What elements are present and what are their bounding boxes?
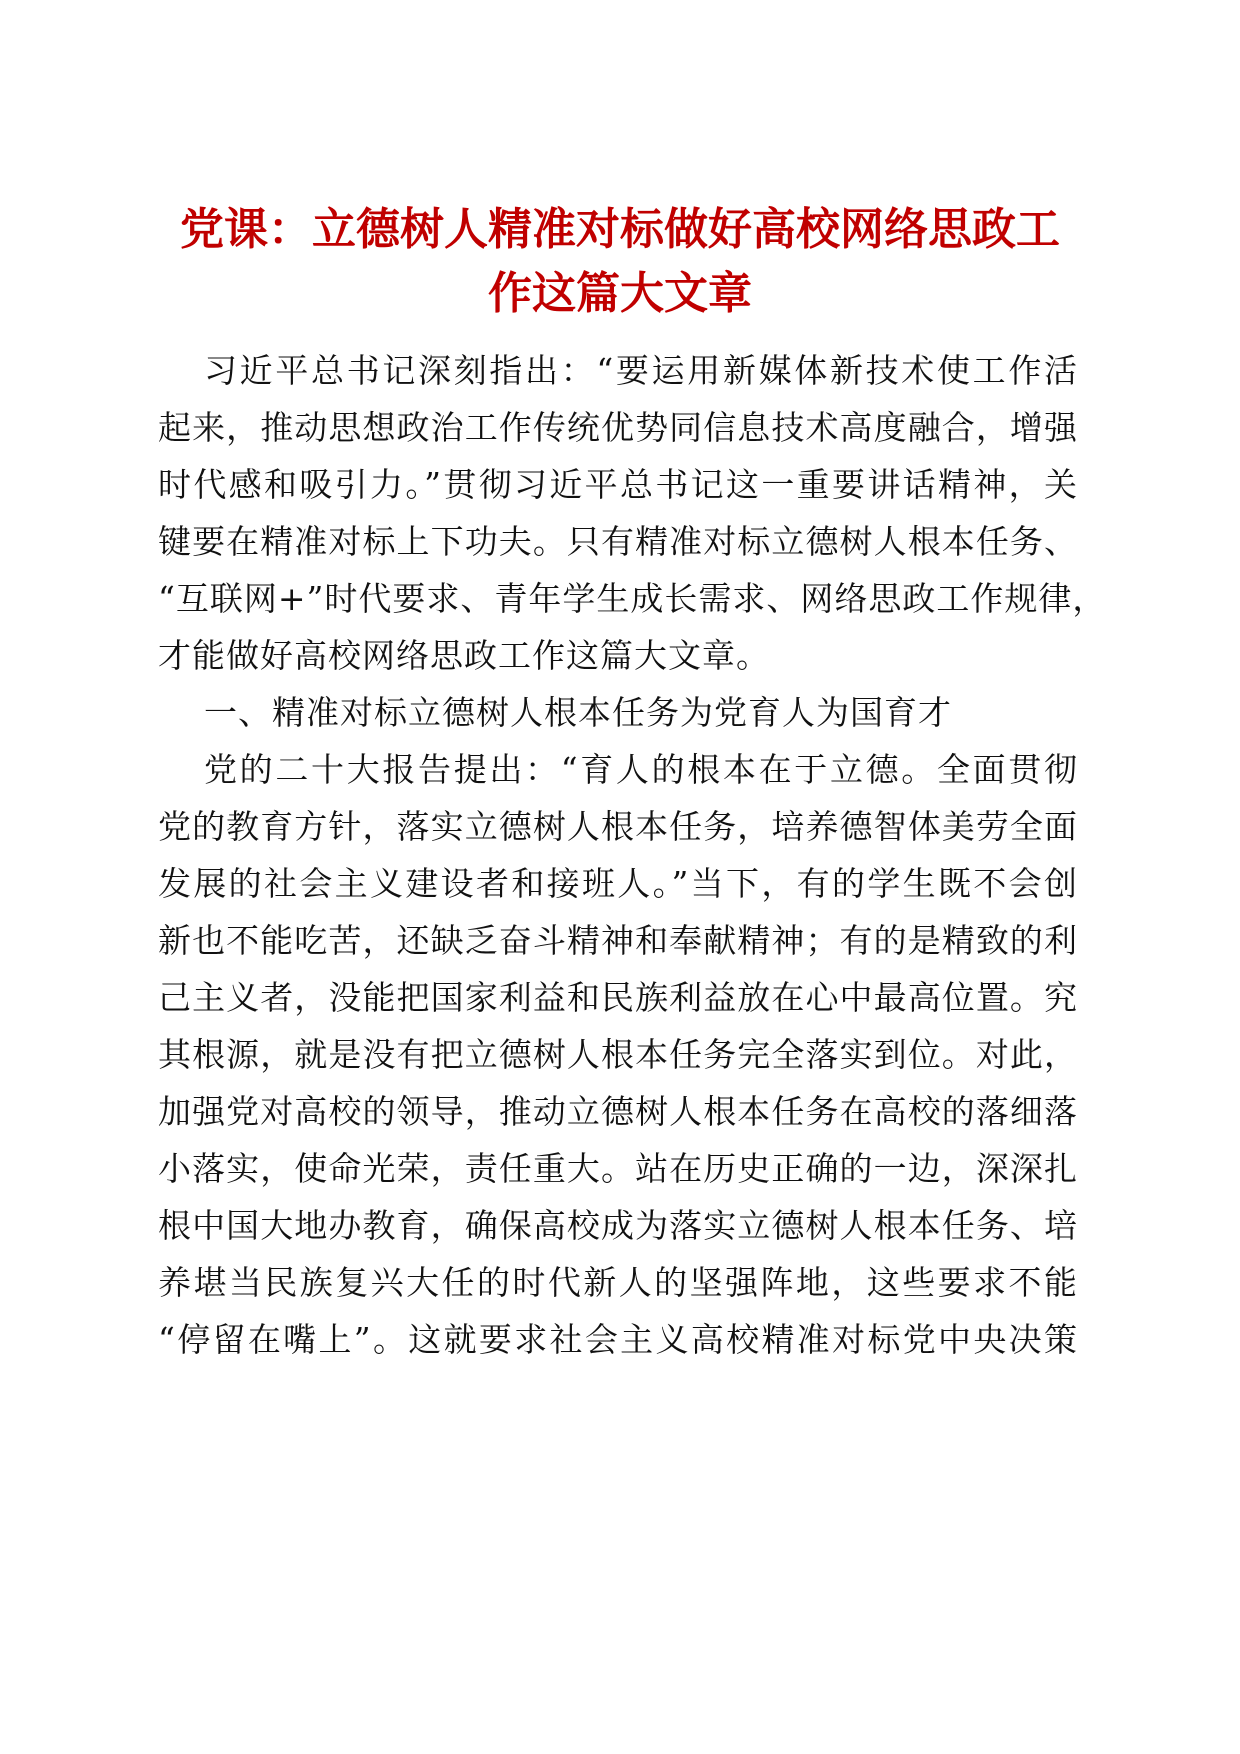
- paragraph-2-line-11: “停留在嘴上”。这就要求社会主义高校精准对标党中央决策: [158, 1320, 1078, 1359]
- paragraph-1-line-2: 起来，推动思想政治工作传统优势同信息技术高度融合，增强: [158, 408, 1078, 447]
- paragraph-1-line-1: 习近平总书记深刻指出：“要运用新媒体新技术使工作活: [204, 351, 1078, 390]
- paragraph-2-line-4: 新也不能吃苦，还缺乏奋斗精神和奉献精神；有的是精致的利: [158, 921, 1078, 960]
- paragraph-2-line-3: 发展的社会主义建设者和接班人。”当下，有的学生既不会创: [158, 864, 1078, 903]
- section-heading-1: 一、精准对标立德树人根本任务为党育人为国育才: [204, 693, 952, 732]
- paragraph-2-line-6: 其根源，就是没有把立德树人根本任务完全落实到位。对此，: [158, 1035, 1078, 1074]
- paragraph-2-line-1: 党的二十大报告提出：“育人的根本在于立德。全面贯彻: [204, 750, 1078, 789]
- paragraph-2-line-9: 根中国大地办教育，确保高校成为落实立德树人根本任务、培: [158, 1206, 1078, 1245]
- paragraph-2-line-10: 养堪当民族复兴大任的时代新人的坚强阵地，这些要求不能: [158, 1263, 1078, 1302]
- title-line-2: 作这篇大文章: [488, 268, 752, 319]
- paragraph-1-line-6: 才能做好高校网络思政工作这篇大文章。: [158, 636, 770, 675]
- paragraph-2-line-5: 己主义者，没能把国家利益和民族利益放在心中最高位置。究: [158, 978, 1078, 1017]
- paragraph-2-line-8: 小落实，使命光荣，责任重大。站在历史正确的一边，深深扎: [158, 1149, 1078, 1188]
- paragraph-1-line-4: 键要在精准对标上下功夫。只有精准对标立德树人根本任务、: [158, 522, 1078, 561]
- paragraph-1-line-3: 时代感和吸引力。”贯彻习近平总书记这一重要讲话精神，关: [158, 465, 1078, 504]
- paragraph-2-line-2: 党的教育方针，落实立德树人根本任务，培养德智体美劳全面: [158, 807, 1078, 846]
- paragraph-2-line-7: 加强党对高校的领导，推动立德树人根本任务在高校的落细落: [158, 1092, 1078, 1131]
- title-line-1: 党课：立德树人精准对标做好高校网络思政工: [180, 204, 1060, 255]
- document-title: [150, 198, 1090, 326]
- paragraph-1-line-5: “互联网+”时代要求、青年学生成长需求、网络思政工作规律，: [158, 579, 1107, 618]
